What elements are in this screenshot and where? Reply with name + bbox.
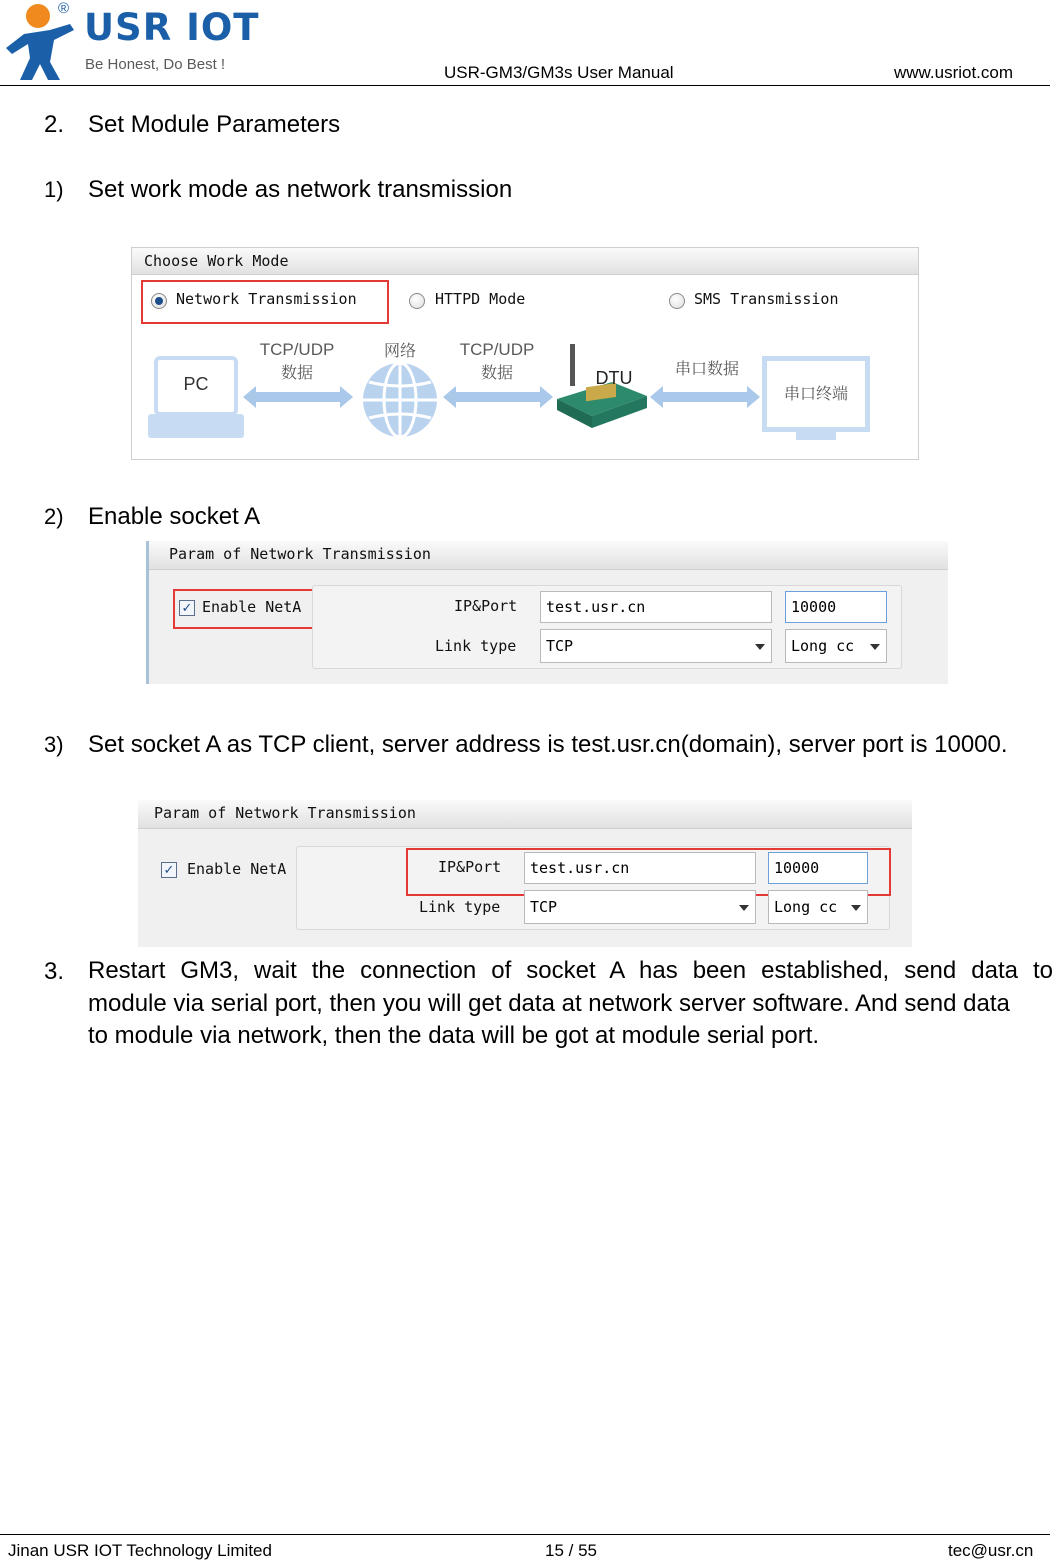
pc-label: PC <box>183 374 209 394</box>
server-address-input-1[interactable]: test.usr.cn <box>540 591 772 623</box>
person-logo-icon <box>4 2 84 82</box>
section-number: 2. <box>44 111 65 138</box>
connection-mode-select-2[interactable] <box>768 890 868 924</box>
netA-panel-2-title: Param of Network Transmission <box>154 804 416 822</box>
link-type-label-2: Link type <box>419 898 501 916</box>
monitor-stand-icon <box>796 432 836 440</box>
connection-mode-select-1[interactable] <box>785 629 887 663</box>
chevron-down-icon <box>870 644 880 650</box>
network-dtu-arrow-icon <box>455 392 541 402</box>
server-port-input-2[interactable]: 10000 <box>768 852 868 884</box>
logo-slogan: Be Honest, Do Best ! <box>85 56 226 73</box>
main-step-3-number: 3. <box>44 958 65 985</box>
pc-monitor-icon <box>154 356 238 416</box>
netA-panel-1-title: Param of Network Transmission <box>169 545 431 563</box>
link-type-select-1[interactable] <box>540 629 772 663</box>
main-step-3-line-2: module via serial port, then you will get data at network server software. And send data <box>88 989 1010 1017</box>
netA-panel-2-titlebar <box>138 800 912 829</box>
main-step-3-line-3: to module via network, then the data will be got at module serial port. <box>88 1022 820 1049</box>
ip-port-label-1: IP&Port <box>454 597 518 615</box>
connection-mode-value-2: Long cc <box>774 898 838 916</box>
step-2-text: Enable socket A <box>88 503 261 530</box>
step-3-number: 3) <box>44 732 64 757</box>
section-title: Set Module Parameters <box>88 111 341 138</box>
network-transmission-label: Network Transmission <box>176 290 357 308</box>
chevron-down-icon <box>755 644 765 650</box>
network-label: 网络 <box>383 343 416 360</box>
manual-title: USR-GM3/GM3s User Manual <box>444 63 674 82</box>
serial-data-label: 串口数据 <box>674 361 739 378</box>
footer-company: Jinan USR IOT Technology Limited <box>8 1541 272 1560</box>
work-mode-group-title: Choose Work Mode <box>144 252 289 270</box>
chevron-down-icon <box>851 905 861 911</box>
dtu-arrow-label-1: TCP/UDP <box>459 340 535 359</box>
enable-netA-label-2: Enable NetA <box>187 860 287 878</box>
httpd-mode-radio[interactable] <box>409 293 425 309</box>
connection-mode-value-1: Long cc <box>791 637 855 655</box>
sms-transmission-label: SMS Transmission <box>694 290 839 308</box>
dtu-label: DTU <box>595 368 633 388</box>
step-2-number: 2) <box>44 504 64 529</box>
dtu-device-icon <box>552 344 652 434</box>
enable-netA-checkbox-2[interactable]: ✓ <box>161 862 177 878</box>
enable-netA-checkbox[interactable]: ✓ <box>179 600 195 616</box>
enable-netA-label: Enable NetA <box>202 598 302 616</box>
registered-mark: ® <box>58 0 70 17</box>
pc-arrow-label-2: 数据 <box>280 365 313 382</box>
dtu-arrow-label-2: 数据 <box>480 365 513 382</box>
netA-panel-1 <box>146 541 948 684</box>
globe-icon <box>360 360 440 440</box>
httpd-mode-label: HTTPD Mode <box>435 290 526 308</box>
server-port-input-1[interactable]: 10000 <box>785 591 887 623</box>
logo-brand-text: USR IOT <box>84 6 260 49</box>
link-type-value-2: TCP <box>530 898 558 916</box>
step-1-text: Set work mode as network transmission <box>88 176 513 203</box>
step-1-number: 1) <box>44 177 64 202</box>
server-address-input-2[interactable]: test.usr.cn <box>524 852 756 884</box>
footer-divider <box>0 1534 1050 1535</box>
dtu-terminal-arrow-icon <box>662 392 748 402</box>
serial-terminal-label: 串口终端 <box>783 386 848 403</box>
work-mode-titlebar <box>132 248 918 275</box>
pc-network-arrow-icon <box>255 392 341 402</box>
link-type-select-2[interactable] <box>524 890 756 924</box>
netA-panel-1-titlebar <box>149 541 948 570</box>
main-step-3-line-1: Restart GM3, wait the connection of socket A has been established, send data to <box>88 957 1053 984</box>
netA-panel-2 <box>138 800 912 947</box>
sms-transmission-radio[interactable] <box>669 293 685 309</box>
ip-port-label-2: IP&Port <box>438 858 502 876</box>
website-link[interactable]: www.usriot.com <box>894 63 1014 82</box>
work-mode-panel <box>131 247 919 460</box>
chevron-down-icon <box>739 905 749 911</box>
footer-email[interactable]: tec@usr.cn <box>948 1541 1034 1560</box>
pc-arrow-label-1: TCP/UDP <box>259 340 335 359</box>
pc-keyboard-icon <box>148 414 244 438</box>
footer-page-number: 15 / 55 <box>545 1541 597 1560</box>
link-type-value-1: TCP <box>546 637 574 655</box>
main-step-3-paragraph <box>88 955 1053 1053</box>
network-transmission-radio[interactable] <box>151 293 167 309</box>
step-3-text: Set socket A as TCP client, server address is test.usr.cn(domain), server port is 10000. <box>88 731 1008 758</box>
header-divider <box>0 85 1050 86</box>
serial-terminal-monitor-icon <box>762 356 870 432</box>
link-type-label-1: Link type <box>435 637 517 655</box>
